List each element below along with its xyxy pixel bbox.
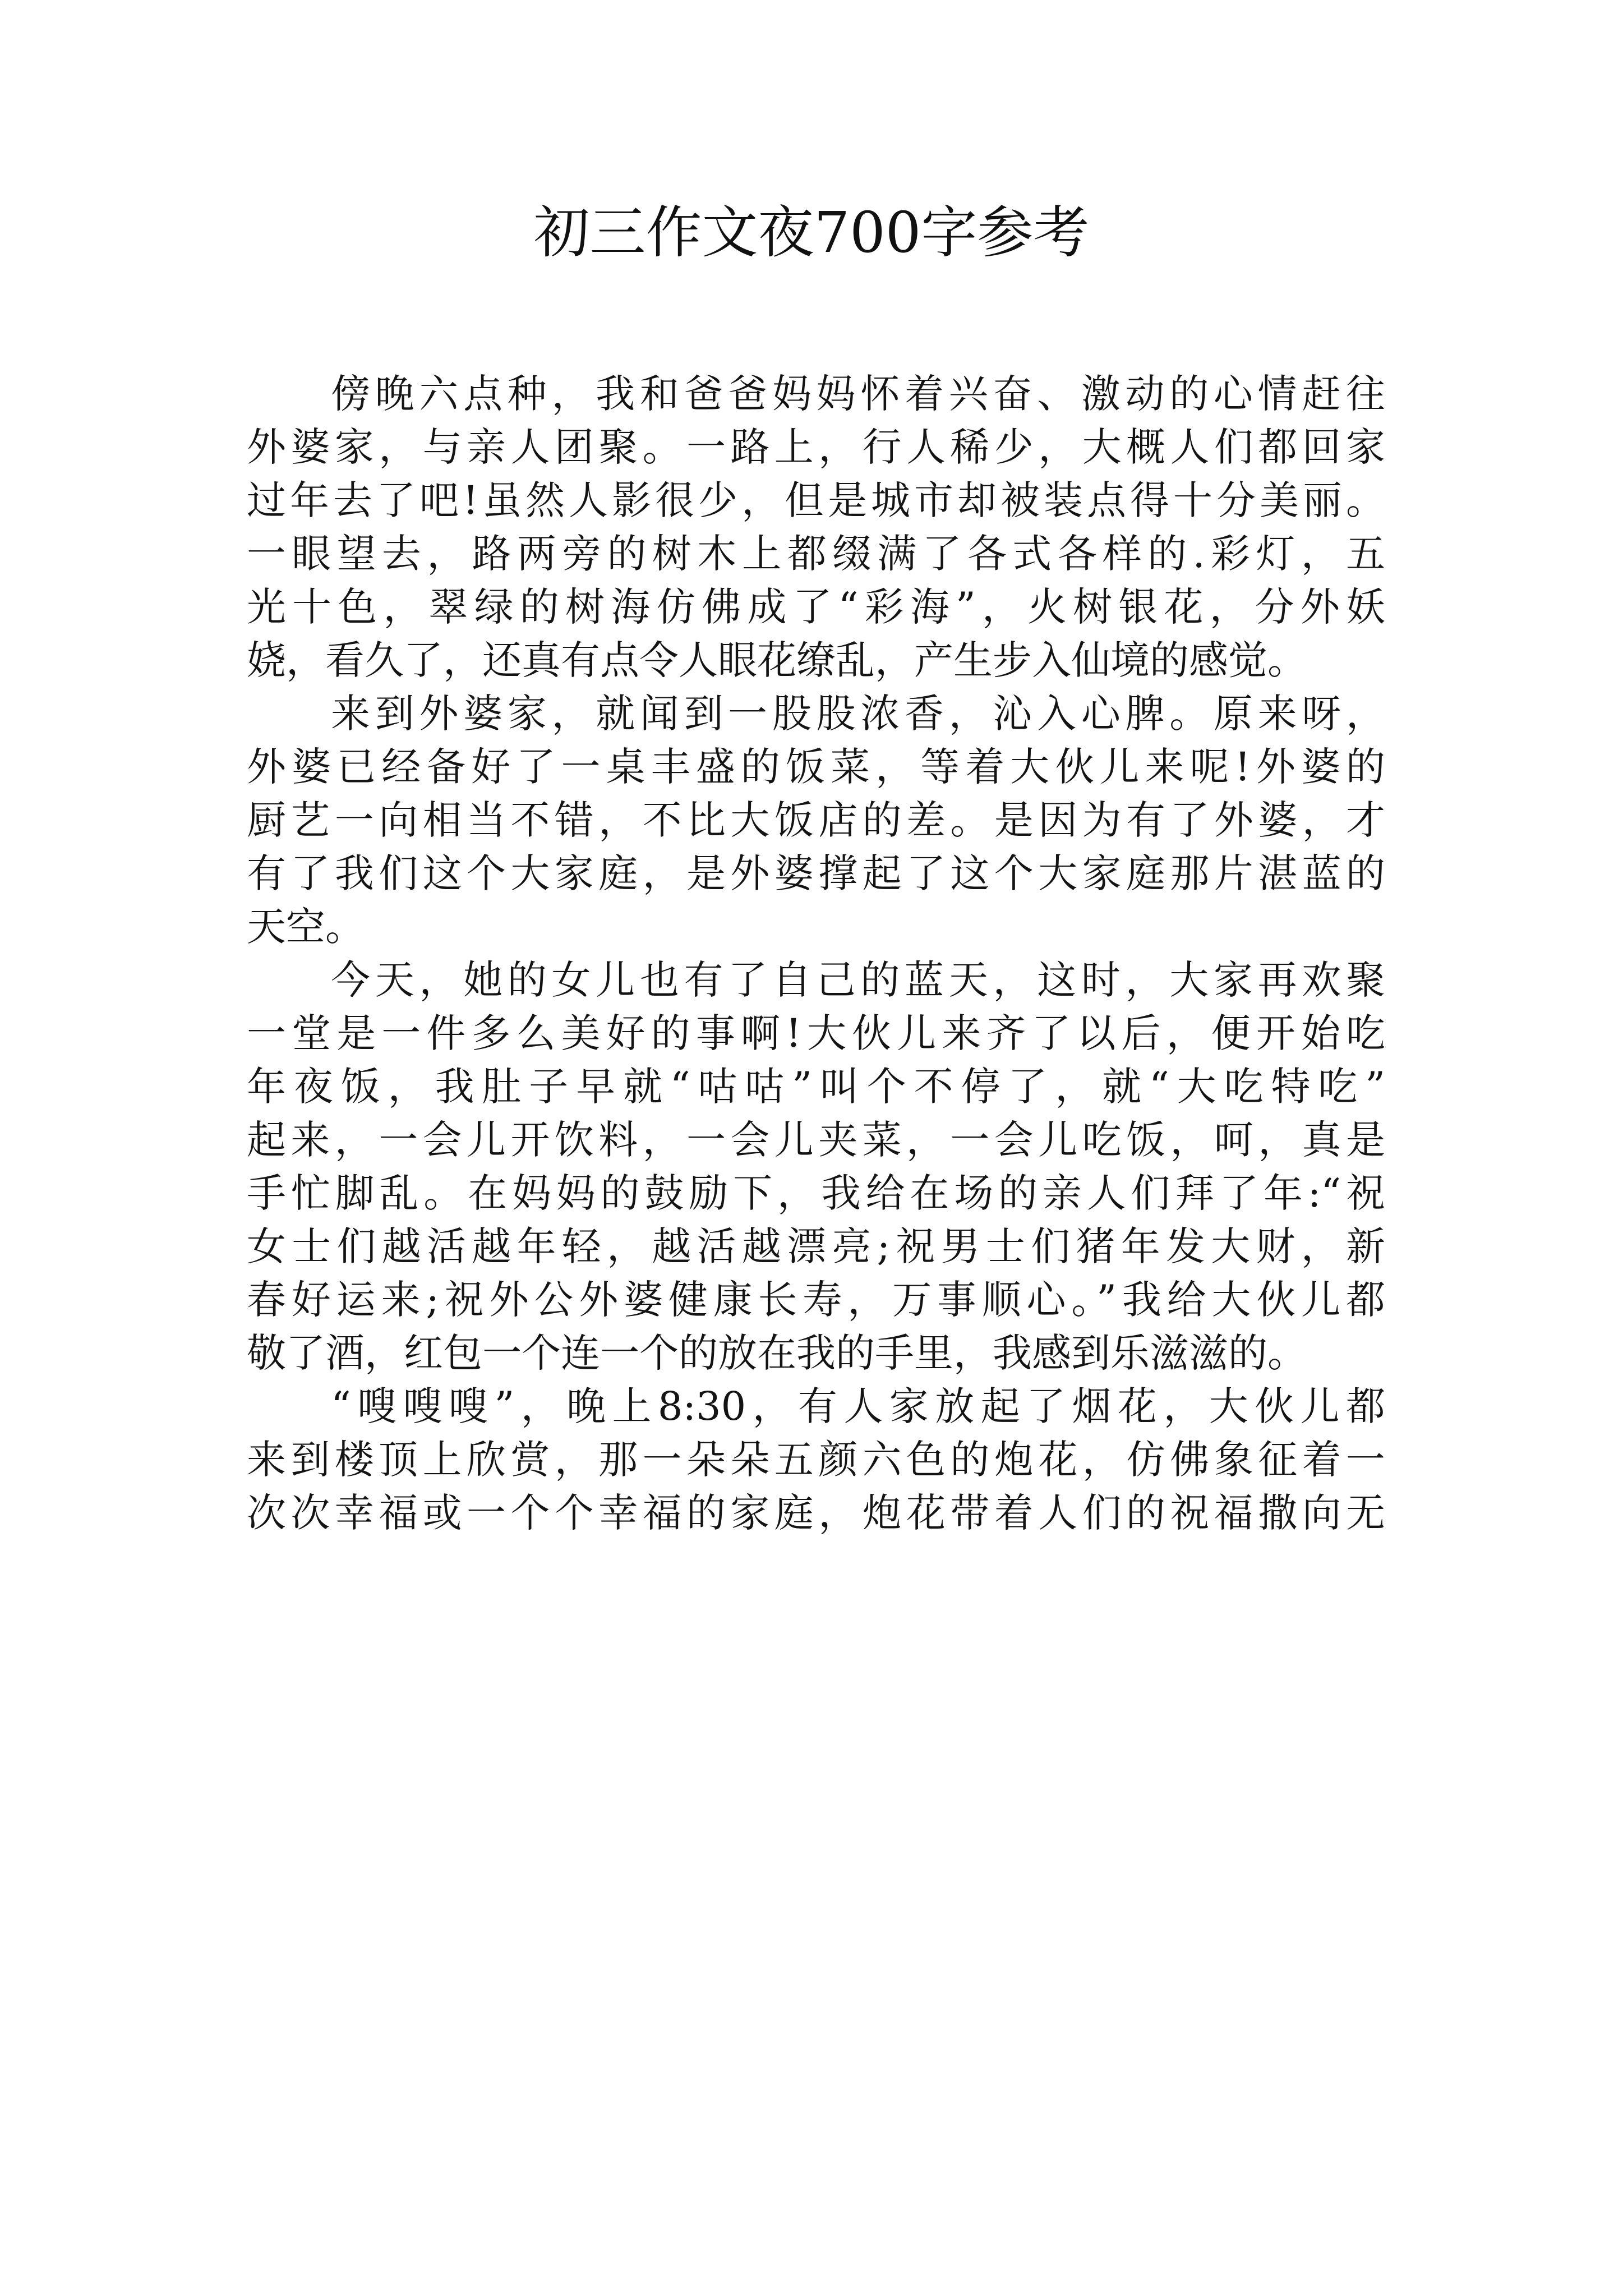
text-line: 起来，一会儿开饮料，一会儿夹菜，一会儿吃饭，呵，真是 <box>247 1117 1385 1163</box>
paragraph <box>247 367 1385 687</box>
text-line: 有了我们这个大家庭，是外婆撑起了这个大家庭那片湛蓝的 <box>247 850 1385 896</box>
paragraph <box>247 954 1385 1380</box>
text-line: 过年去了吧!虽然人影很少，但是城市却被装点得十分美丽。 <box>247 477 1385 523</box>
text-line: 娆，看久了，还真有点令人眼花缭乱，产生步入仙境的感觉。 <box>247 637 1307 683</box>
text-line: 一眼望去，路两旁的树木上都缀满了各式各样的.彩灯，五 <box>247 531 1385 577</box>
text-line: 次次幸福或一个个幸福的家庭，炮花带着人们的祝福撒向无 <box>247 1490 1385 1536</box>
text-line: 光十色，翠绿的树海仿佛成了“彩海”，火树银花，分外妖 <box>247 584 1385 630</box>
text-line: 女士们越活越年轻，越活越漂亮;祝男士们猪年发大财，新 <box>247 1223 1385 1269</box>
text-line: 厨艺一向相当不错，不比大饭店的差。是因为有了外婆，才 <box>247 797 1385 843</box>
text-line: 来到外婆家，就闻到一股股浓香，沁入心脾。原来呀， <box>331 691 1385 737</box>
text-line: 外婆家，与亲人团聚。一路上，行人稀少，大概人们都回家 <box>247 424 1385 470</box>
document-title: 初三作文夜700字参考 <box>533 200 1090 265</box>
text-line: 春好运来;祝外公外婆健康长寿，万事顺心。”我给大伙儿都 <box>247 1277 1385 1323</box>
document-body <box>247 367 1385 1540</box>
text-line: 敬了酒，红包一个连一个的放在我的手里，我感到乐滋滋的。 <box>247 1330 1307 1376</box>
text-line: 今天，她的女儿也有了自己的蓝天，这时，大家再欢聚 <box>331 957 1385 1003</box>
text-line: “嗖嗖嗖”，晚上8:30，有人家放起了烟花，大伙儿都 <box>331 1383 1385 1429</box>
text-line: 一堂是一件多么美好的事啊!大伙儿来齐了以后，便开始吃 <box>247 1010 1385 1056</box>
text-line: 年夜饭，我肚子早就“咕咕”叫个不停了，就“大吃特吃” <box>247 1064 1385 1110</box>
text-line: 天空。 <box>247 904 365 950</box>
paragraph <box>247 1380 1385 1540</box>
text-line: 外婆已经备好了一桌丰盛的饭菜，等着大伙儿来呢!外婆的 <box>247 744 1385 790</box>
text-line: 傍晚六点种，我和爸爸妈妈怀着兴奋、激动的心情赶往 <box>331 371 1385 417</box>
paragraph <box>247 687 1385 954</box>
text-line: 来到楼顶上欣赏，那一朵朵五颜六色的炮花，仿佛象征着一 <box>247 1437 1385 1483</box>
text-line: 手忙脚乱。在妈妈的鼓励下，我给在场的亲人们拜了年:“祝 <box>247 1170 1385 1216</box>
